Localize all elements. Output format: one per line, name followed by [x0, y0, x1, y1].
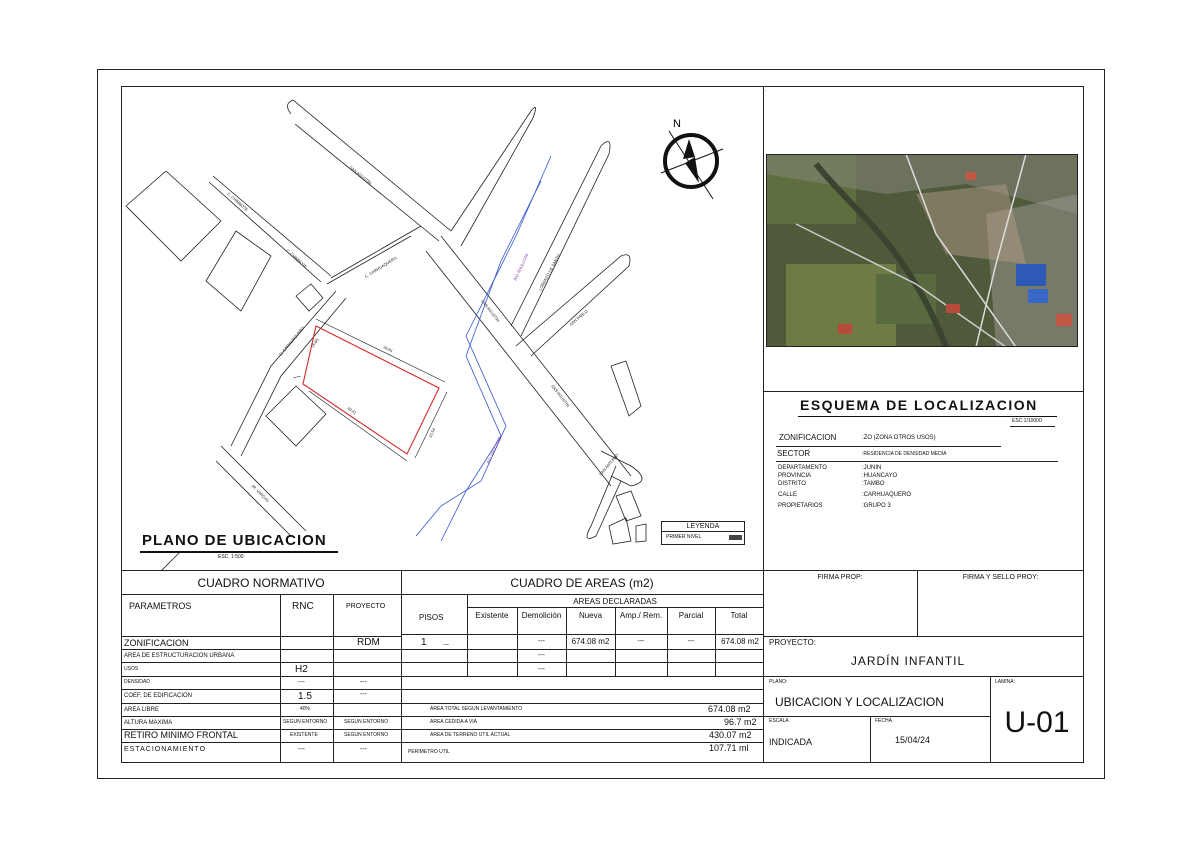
label-san-antonio: SAN ANTONIO [597, 452, 620, 477]
zonificacion-label: ZONIFICACION [779, 433, 837, 442]
areas-row2-demolicion: --- [538, 652, 545, 659]
dept-label: DEPARTAMENTO [778, 465, 827, 471]
normativo-header-rnc: RNC [292, 601, 314, 612]
proyecto-value: JARDÍN INFANTIL [850, 654, 966, 668]
areas-row3-demolicion: --- [538, 666, 545, 673]
areas-header-demolicion: Demolición [521, 611, 562, 620]
areas-row-demolicion: --- [538, 638, 545, 645]
escala-value: INDICADA [769, 737, 813, 747]
label-san-agustin-low: SAN AGUSTIN [550, 383, 571, 408]
areas-summary-label: AREA DE TERRENO UTIL ACTUAL [430, 732, 511, 738]
normativo-row-param: AREA LIBRE [124, 707, 160, 713]
areas-summary-value: 430.07 m2 [709, 730, 752, 740]
lamina-label: LAMINA: [995, 679, 1016, 685]
normativo-row-rnc: EXISTENTE [290, 732, 318, 738]
label-jr-vargas: JR. VARGAS [250, 483, 271, 504]
label-lorenzo: LORENZO DE SANTO [537, 253, 562, 292]
dim-short-right: 15.54 [427, 427, 437, 439]
plano-value: UBICACION Y LOCALIZACION [775, 695, 944, 709]
areas-row-total: 674.08 m2 [721, 637, 759, 646]
zonificacion-value: :ZO (ZONA OTROS USOS) [862, 435, 936, 441]
normativo-header-param: PARAMETROS [129, 601, 192, 611]
label-san-pablo: SAN PABLO [568, 308, 589, 327]
lot-block-4 [266, 386, 326, 446]
fecha-value: 15/04/24 [895, 735, 931, 745]
areas-header-total: Total [730, 611, 748, 620]
dim-long-top: 33.61 [382, 344, 394, 354]
firma-prop-label: FIRMA PROP: [817, 574, 863, 581]
areas-header-pisos: PISOS [419, 613, 444, 622]
lot-block-2 [206, 231, 271, 311]
areas-summary-value: 674.08 m2 [708, 704, 751, 714]
lot-block-3 [296, 284, 323, 311]
normativo-row-param: ZONIFICACION [124, 638, 189, 648]
prov-label: PROVINCIA [778, 473, 812, 479]
plan-title-underline [140, 551, 338, 553]
areas-header-existente: Existente [475, 611, 509, 620]
north-arrow-icon [661, 118, 723, 199]
normativo-title: CUADRO NORMATIVO [197, 576, 325, 590]
locality-scale: ESC:1/10000 [1012, 418, 1042, 424]
areas-summary-value: 96.7 m2 [724, 717, 757, 727]
areas-summary-value: 107.71 ml [709, 743, 749, 753]
propietarios-label: PROPIETARIOS [778, 503, 823, 509]
sector-label: SECTOR [777, 449, 811, 458]
street-lines [209, 100, 646, 544]
normativo-row-rnc: SEGUN ENTORNO [283, 719, 328, 725]
normativo-header-proyecto: PROYECTO [346, 603, 386, 610]
svg-text:N: N [673, 118, 681, 130]
areas-row-amp: --- [637, 638, 645, 645]
normativo-row-rnc: --- [298, 746, 305, 753]
normativo-row-proy: --- [360, 746, 367, 753]
normativo-row-param: COEF. DE EDIFICACION [124, 693, 193, 699]
label-san-agustin-mid: SAN AGUSTIN [480, 298, 501, 323]
areas-row-existente: --- [443, 642, 449, 648]
locality-title: ESQUEMA DE LOCALIZACION [800, 397, 1038, 413]
normativo-row-param: AREA DE ESTRUCTURACION URBANA [124, 653, 235, 659]
firma-sello-label: FIRMA Y SELLO PROY: [962, 574, 1039, 581]
lamina-value: U-01 [1004, 706, 1070, 739]
legend-swatch [729, 535, 742, 540]
normativo-row-rnc: 40% [300, 706, 311, 712]
areas-row-nueva: 674.08 m2 [571, 637, 610, 646]
plan-title: PLANO DE UBICACION [142, 532, 327, 549]
normativo-row-proy: SEGUN ENTORNO [344, 732, 389, 738]
property-parcel [303, 326, 439, 454]
fecha-label: FECHA [875, 718, 892, 724]
normativo-row-proy: SEGUN ENTORNO [344, 719, 389, 725]
areas-header-nueva: Nueva [578, 611, 603, 620]
aerial-dot: . [765, 87, 767, 93]
normativo-row-proy: --- [360, 691, 367, 698]
normativo-row-param: DENSIDAD [124, 679, 150, 685]
label-carhuaquero-left: C. CARHUAQUERO [277, 325, 306, 357]
calle-label: CALLE [778, 492, 798, 498]
calle-value: :CARHUAQUERO [862, 492, 912, 498]
areas-group-header: AREAS DECLARADAS [573, 597, 657, 606]
distrito-value: :TAMBO [862, 481, 885, 487]
areas-summary-label: AREA CEDIDA A VIA [430, 719, 477, 725]
prov-value: :HUANCAYO [862, 473, 898, 479]
normativo-row-proy: RDM [357, 637, 380, 648]
river-lines [416, 156, 551, 541]
normativo-row-rnc: --- [298, 679, 305, 686]
label-carhuaquero: C. CARHUAQUERO [363, 255, 398, 279]
areas-row-pisos: 1 [421, 637, 427, 648]
dim-short-left: 15.65 [309, 337, 320, 349]
label-rio-shullcas-2: RIO SHULLCAS [485, 435, 503, 465]
normativo-row-param: RETIRO MINIMO FRONTAL [124, 730, 238, 740]
propietarios-value: :GRUPO 3 [862, 503, 891, 509]
areas-title: CUADRO DE AREAS (m2) [510, 576, 654, 590]
areas-summary-label: AREA TOTAL SEGUN LEVANTAMIENTO [430, 706, 523, 712]
normativo-row-proy: --- [360, 679, 367, 686]
dept-value: :JUNIN [862, 465, 882, 471]
areas-header-parcial: Parcial [678, 611, 704, 620]
areas-row-parcial: --- [687, 638, 695, 645]
areas-summary-label: PERIMETRO UTIL [408, 749, 450, 755]
proyecto-label: PROYECTO: [769, 638, 816, 647]
distrito-label: DISTRITO [778, 481, 806, 487]
normativo-row-param: ALTURA MAXIMA [124, 720, 173, 726]
label-chimbote-2: C. CHIMBOTE [285, 248, 309, 270]
sector-value: :RESIDENCIA DE DENSIDAD MEDIA [862, 451, 947, 457]
areas-header-amp: Amp./ Rem. [619, 611, 663, 620]
label-san-agustin-top: SAN AGUSTIN [348, 164, 373, 186]
legend-item-label: PRIMER NIVEL [666, 534, 702, 540]
normativo-row-param: ESTACIONAMIENTO [124, 746, 207, 753]
plan-scale: ESC. 1:500 [218, 554, 244, 560]
escala-label: ESCALA [769, 718, 789, 724]
label-rio-shullcas-1: RIO SHULLCAS [512, 252, 530, 282]
normativo-row-rnc: 1.5 [298, 691, 312, 702]
lot-block-1 [126, 171, 221, 261]
label-chimbote-1: C. CHIMBOTE [226, 191, 250, 213]
site-plan-drawing [121, 86, 763, 570]
normativo-row-param: USOS [124, 666, 139, 672]
dim-long-bottom: 33.41 [346, 405, 358, 416]
plano-label: PLANO: [769, 679, 788, 685]
normativo-row-rnc: H2 [295, 664, 308, 675]
legend-title: LEYENDA [686, 523, 720, 530]
